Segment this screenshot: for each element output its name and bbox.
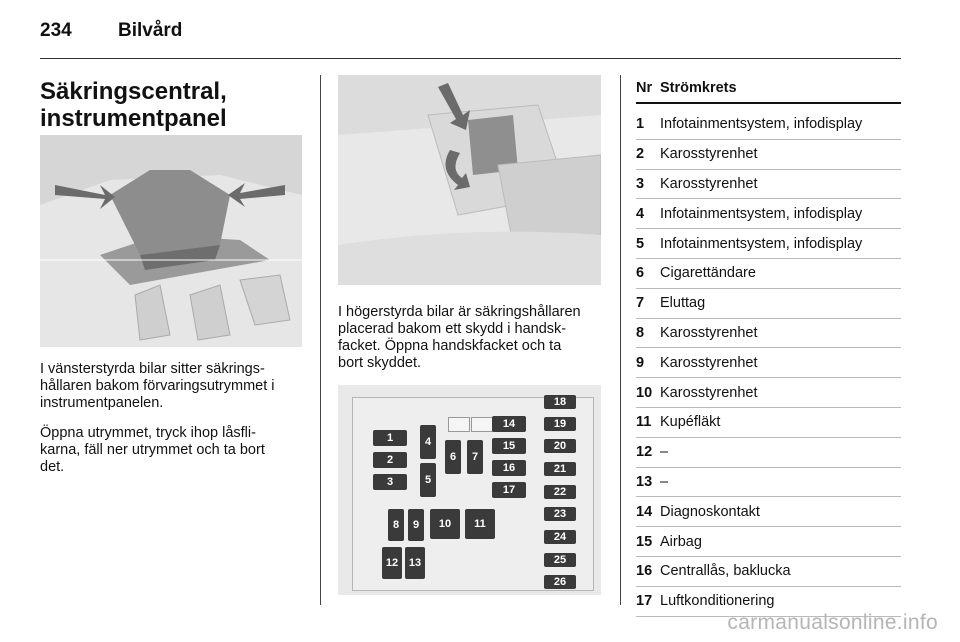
fuse-number: 9 xyxy=(636,354,645,371)
fuse-number: 12 xyxy=(636,444,653,461)
fuse-21: 21 xyxy=(544,462,576,476)
fuse-16: 16 xyxy=(492,460,526,476)
left-paragraph-1 xyxy=(40,361,310,412)
fuse-number: 13 xyxy=(636,473,653,490)
glovebox-illustration xyxy=(338,75,601,285)
section-title-line2: instrumentpanel xyxy=(40,105,227,132)
fuse-slot-empty xyxy=(471,417,493,432)
fuse-number: 6 xyxy=(636,265,645,282)
fuse-4: 4 xyxy=(420,425,436,459)
table-row xyxy=(636,468,901,498)
table-row xyxy=(636,229,901,259)
circuit-name: Infotainmentsystem, infodisplay xyxy=(660,116,863,133)
fuse-17: 17 xyxy=(492,482,526,498)
fuse-9: 9 xyxy=(408,509,424,541)
text-line: I vänsterstyrda bilar sitter säkrings- xyxy=(40,361,265,377)
column-header-nr: Nr xyxy=(636,80,653,96)
fuse-table-body xyxy=(636,104,901,617)
fuse-number: 17 xyxy=(636,593,653,610)
column-header-circuit: Strömkrets xyxy=(660,80,737,96)
fuse-1: 1 xyxy=(373,430,407,446)
circuit-name: Eluttag xyxy=(660,295,706,312)
fuse-2: 2 xyxy=(373,452,407,468)
text-line: karna, fäll ner utrymmet och ta bort xyxy=(40,442,265,458)
table-row xyxy=(636,289,901,319)
fuse-13: 13 xyxy=(405,547,425,579)
table-row xyxy=(636,199,901,229)
watermark: carmanualsonline.info xyxy=(727,611,938,634)
circuit-name: Centrallås, baklucka xyxy=(660,563,791,580)
footwell-illustration xyxy=(40,135,302,347)
section-title-line1: Säkringscentral, xyxy=(40,78,227,105)
text-line: instrumentpanelen. xyxy=(40,395,164,411)
fuse-number: 10 xyxy=(636,384,653,401)
fuse-12: 12 xyxy=(382,547,402,579)
table-row xyxy=(636,140,901,170)
fuse-5: 5 xyxy=(420,463,436,497)
circuit-name: Karosstyrenhet xyxy=(660,175,758,192)
fuse-8: 8 xyxy=(388,509,404,541)
column-divider-left xyxy=(320,75,321,605)
fuse-box-diagram xyxy=(338,385,601,595)
fuse-number: 2 xyxy=(636,146,645,163)
left-paragraph-2 xyxy=(40,425,310,476)
fuse-19: 19 xyxy=(544,417,576,431)
circuit-name: Infotainmentsystem, infodisplay xyxy=(660,205,863,222)
table-row xyxy=(636,527,901,557)
circuit-name: Luftkonditionering xyxy=(660,593,775,610)
fuse-number: 14 xyxy=(636,503,653,520)
fuse-number: 16 xyxy=(636,563,653,580)
text-line: facket. Öppna handskfacket och ta xyxy=(338,338,562,354)
fuse-22: 22 xyxy=(544,485,576,499)
fuse-number: 8 xyxy=(636,324,645,341)
text-line: hållaren bakom förvaringsutrymmet i xyxy=(40,378,275,394)
fuse-7: 7 xyxy=(467,440,483,474)
circuit-name: Karosstyrenhet xyxy=(660,354,758,371)
fuse-18: 18 xyxy=(544,395,576,409)
table-row xyxy=(636,170,901,200)
text-line: I högerstyrda bilar är säkringshållaren xyxy=(338,304,581,320)
table-row xyxy=(636,378,901,408)
table-row xyxy=(636,348,901,378)
chapter-title: Bilvård xyxy=(118,20,183,41)
fuse-10: 10 xyxy=(430,509,460,539)
middle-paragraph xyxy=(338,304,613,372)
fuse-14: 14 xyxy=(492,416,526,432)
circuit-name: – xyxy=(660,473,669,490)
fuse-20: 20 xyxy=(544,439,576,453)
fuse-number: 1 xyxy=(636,116,645,133)
fuse-number: 4 xyxy=(636,205,645,222)
table-row xyxy=(636,110,901,140)
table-row xyxy=(636,557,901,587)
fuse-table xyxy=(636,80,901,617)
table-row xyxy=(636,259,901,289)
fuse-26: 26 xyxy=(544,575,576,589)
circuit-name: Cigarettändare xyxy=(660,265,756,282)
table-row xyxy=(636,438,901,468)
column-divider-right xyxy=(620,75,621,605)
fuse-number: 3 xyxy=(636,175,645,192)
fuse-number: 7 xyxy=(636,295,645,312)
table-row xyxy=(636,497,901,527)
circuit-name: Diagnoskontakt xyxy=(660,503,760,520)
fuse-23: 23 xyxy=(544,507,576,521)
fuse-24: 24 xyxy=(544,530,576,544)
fuse-number: 11 xyxy=(636,414,652,431)
circuit-name: Kupéfläkt xyxy=(660,414,721,431)
fuse-3: 3 xyxy=(373,474,407,490)
fuse-table-header xyxy=(636,80,901,104)
fuse-11: 11 xyxy=(465,509,495,539)
table-row xyxy=(636,319,901,349)
circuit-name: – xyxy=(660,444,669,461)
fuse-slot-empty xyxy=(448,417,470,432)
circuit-name: Karosstyrenhet xyxy=(660,384,758,401)
header-rule xyxy=(40,58,901,59)
circuit-name: Karosstyrenhet xyxy=(660,146,758,163)
fuse-6: 6 xyxy=(445,440,461,474)
circuit-name: Airbag xyxy=(660,533,702,550)
fuse-number: 15 xyxy=(636,533,653,550)
table-row xyxy=(636,408,901,438)
circuit-name: Infotainmentsystem, infodisplay xyxy=(660,235,863,252)
fuse-number: 5 xyxy=(636,235,645,252)
text-line: placerad bakom ett skydd i handsk- xyxy=(338,321,567,337)
fuse-15: 15 xyxy=(492,438,526,454)
circuit-name: Karosstyrenhet xyxy=(660,324,758,341)
page-number: 234 xyxy=(40,20,72,41)
fuse-25: 25 xyxy=(544,553,576,567)
text-line: det. xyxy=(40,459,65,475)
text-line: bort skyddet. xyxy=(338,355,422,371)
text-line: Öppna utrymmet, tryck ihop låsfli- xyxy=(40,425,256,441)
section-title xyxy=(40,78,310,132)
